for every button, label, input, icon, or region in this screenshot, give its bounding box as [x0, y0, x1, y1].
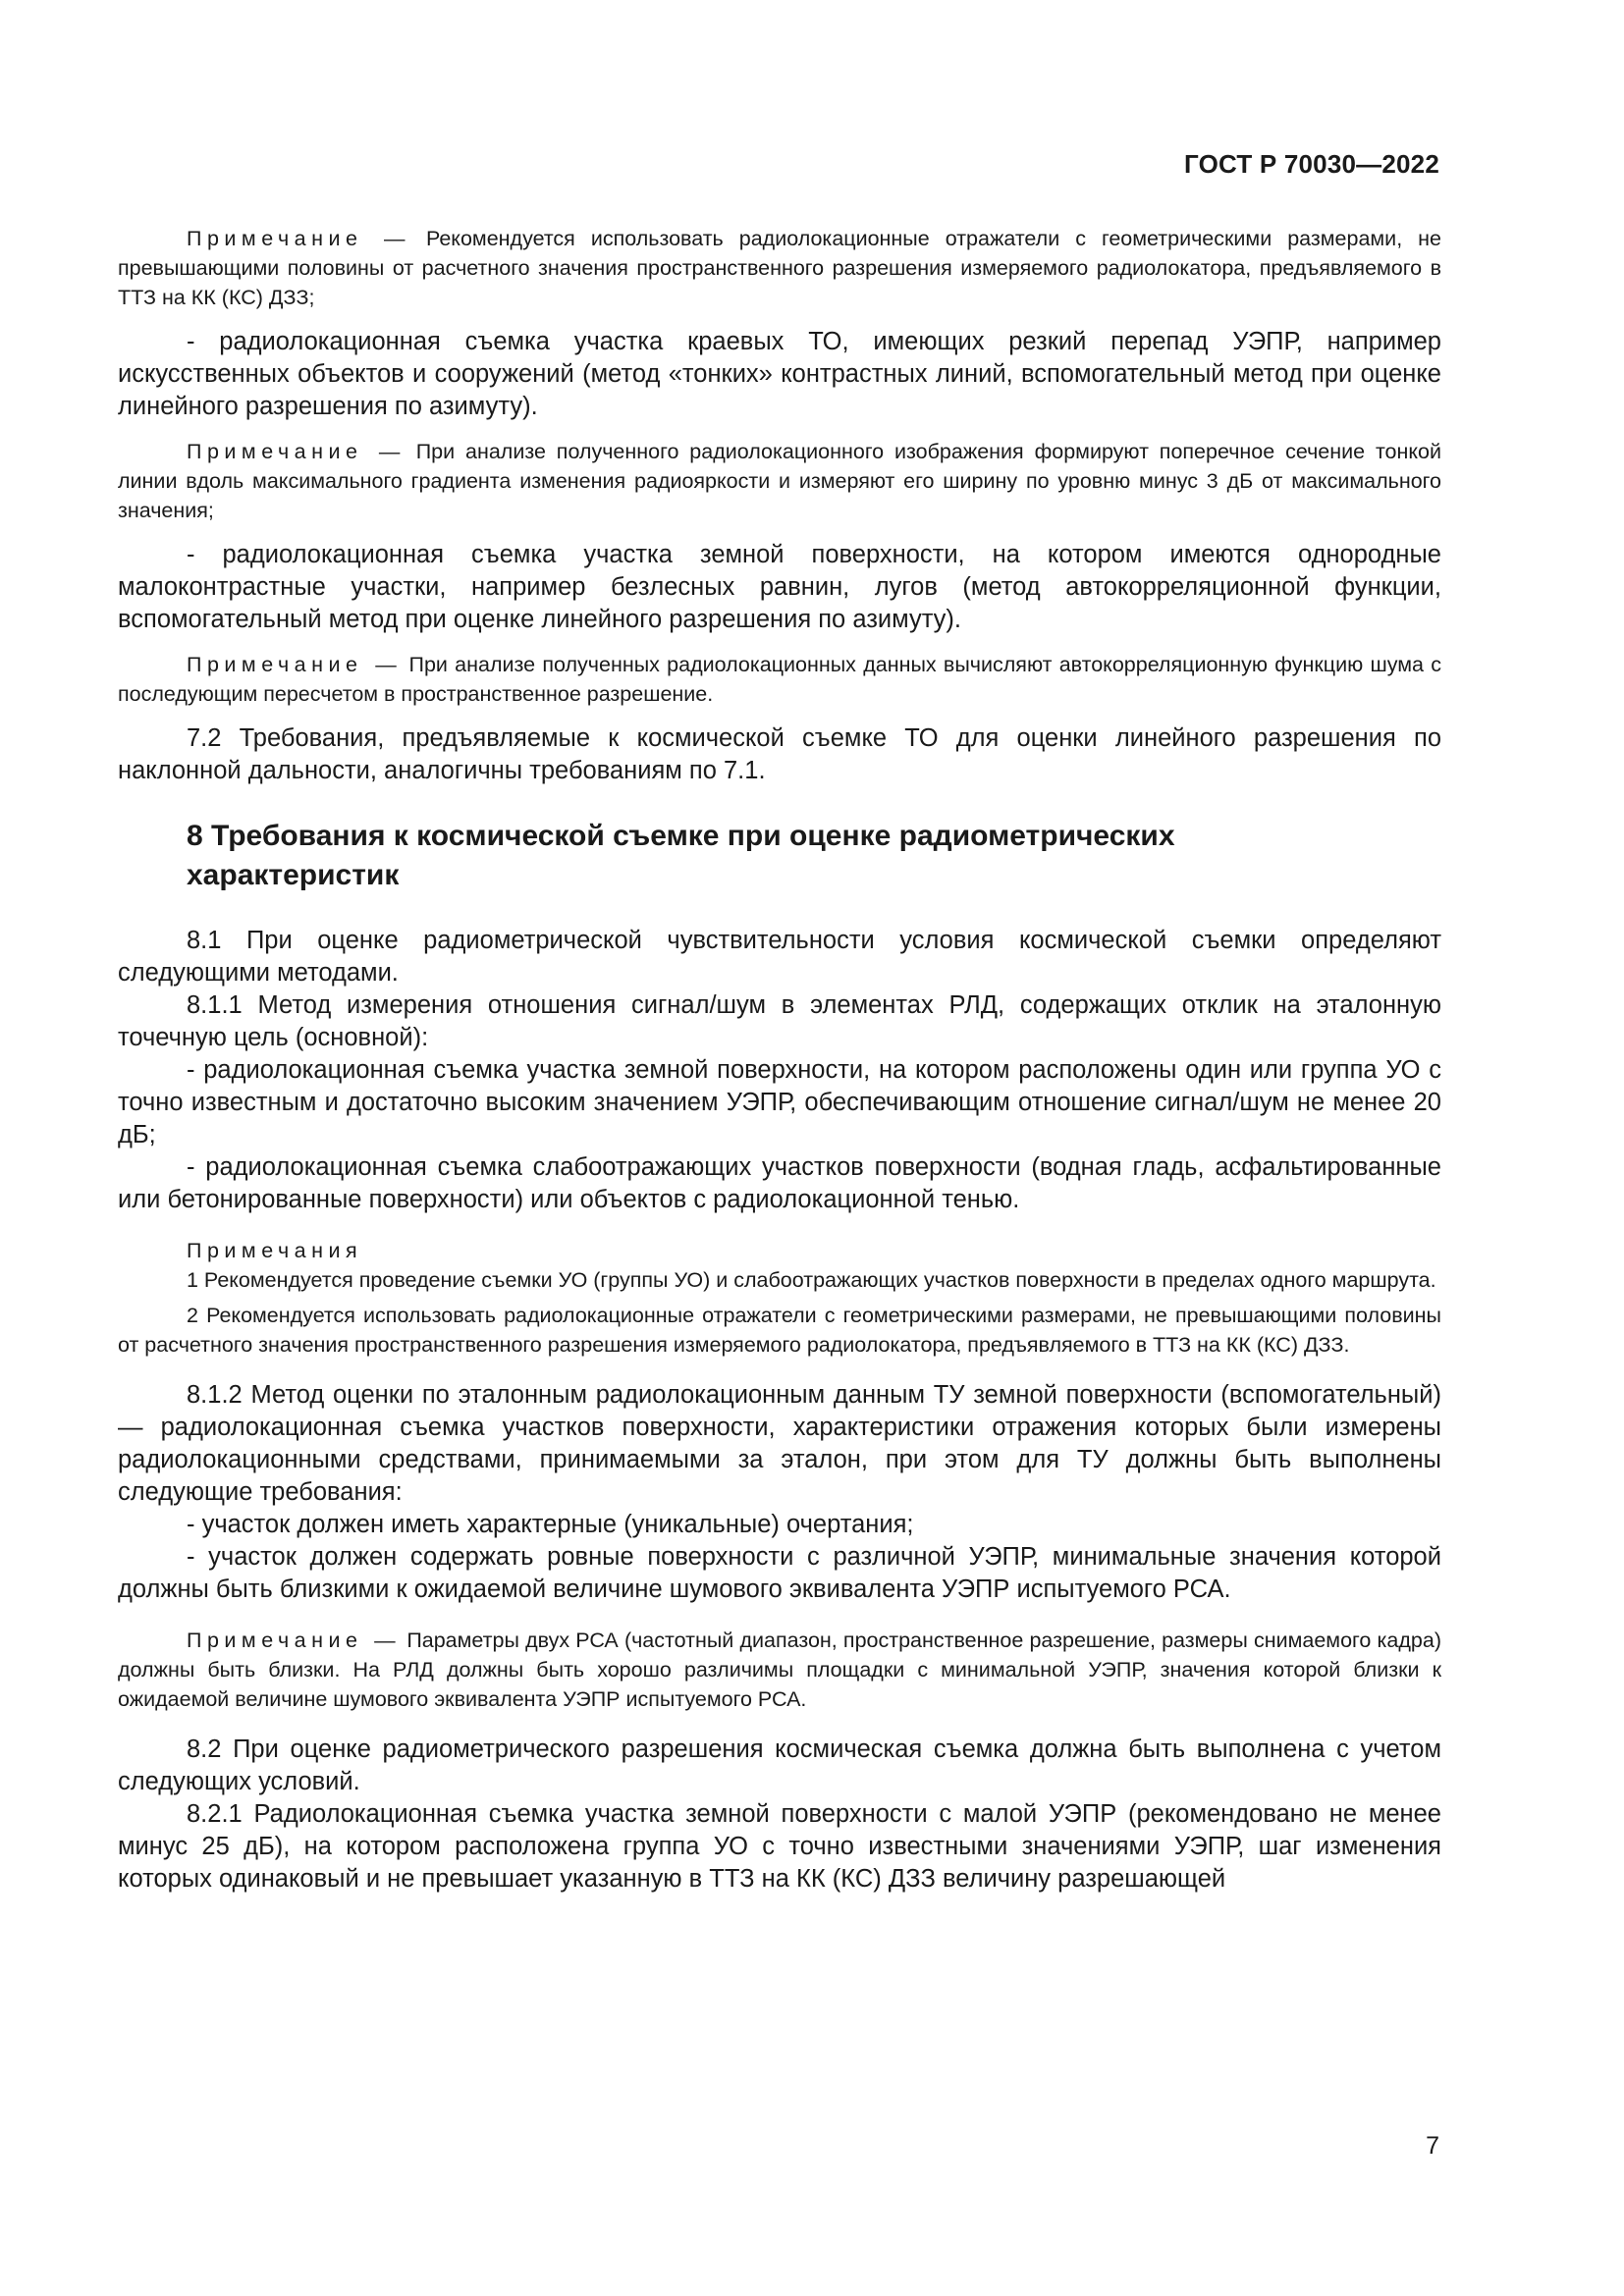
body-paragraph: 8.1 При оценке радиометрической чувствительности условия космической съемки определяют следующими методами.: [118, 927, 1441, 987]
notes-heading: [118, 1236, 1441, 1265]
note-item: 1 Рекомендуется проведение съемки УО (группы УО) и слабоотражающих участков поверхности в пределах одного маршрута.: [187, 1268, 1436, 1292]
note-item: 2 Рекомендуется использовать радиолокационные отражатели с геометрическими размерами, не превышающими половины от расчетного значения пространственного разрешения измеряемого радиолокатора, предъявляемого в ТТЗ на КК (КС) ДЗЗ.: [118, 1304, 1441, 1357]
note-label: Примечание —: [187, 653, 403, 676]
document-code-header: ГОСТ Р 70030—2022: [1184, 149, 1439, 179]
note-text: При анализе полученного радиолокационного изображения формируют поперечное сечение тонкой линии вдоль максимального градиента изменения радиояркости и измеряют его ширину по уровню минус 3 дБ от максимального значения;: [118, 440, 1441, 522]
note-text: Параметры двух РСА (частотный диапазон, пространственное разрешение, размеры снимаемого кадра) должны быть близки. На РЛД должны быть хорошо различимы площадки с минимальной УЭПР, значения которой близки к ожидаемой величине шумового эквивалента УЭПР испытуемого РСА.: [118, 1629, 1441, 1711]
page-content: [118, 224, 1441, 1896]
note-paragraph: [118, 650, 1441, 709]
note-text: Рекомендуется использовать радиолокационные отражатели с геометрическими размерами, не превышающими половины от расчетного значения пространственного разрешения измеряемого радиолокатора, предъявляемого в ТТЗ на КК (КС) ДЗЗ;: [118, 227, 1441, 309]
note-paragraph: [118, 437, 1441, 525]
list-item: - радиолокационная съемка участка земной поверхности, на котором имеются однородные малоконтрастные участки, например безлесных равнин, лугов (метод автокорреляционной функции, вспомогательный метод при оценке линейного разрешения по азимуту).: [118, 541, 1441, 633]
note-label: Примечание —: [187, 227, 410, 250]
page-number: 7: [1426, 2132, 1439, 2160]
body-paragraph: 8.1.2 Метод оценки по эталонным радиолокационным данным ТУ земной поверхности (вспомогательный) — радиолокационная съемка участков поверхности, характеристики отражения которых были измерены радиолокационными средствами, принимаемыми за эталон, при этом для ТУ должны быть выполнены следующие требования:: [118, 1381, 1441, 1506]
list-item: - радиолокационная съемка участка краевых ТО, имеющих резкий перепад УЭПР, например искусственных объектов и сооружений (метод «тонких» контрастных линий, вспомогательный метод при оценке линейного разрешения по азимуту).: [118, 328, 1441, 420]
notes-label: Примечания: [187, 1239, 363, 1262]
body-paragraph: 7.2 Требования, предъявляемые к космической съемке ТО для оценки линейного разрешения по наклонной дальности, аналогичны требованиям по 7.1.: [118, 724, 1441, 784]
list-item: - радиолокационная съемка участка земной поверхности, на котором расположены один или группа УО с точно известным и достаточно высоким значением УЭПР, обеспечивающим отношение сигнал/шум не менее 20 дБ;: [118, 1056, 1441, 1148]
list-item: - радиолокационная съемка слабоотражающих участков поверхности (водная гладь, асфальтированные или бетонированные поверхности) или объектов с радиолокационной тенью.: [118, 1153, 1441, 1213]
note-paragraph: [118, 224, 1441, 312]
note-paragraph: [118, 1626, 1441, 1714]
body-paragraph: 8.1.1 Метод измерения отношения сигнал/шум в элементах РЛД, содержащих отклик на эталонную точечную цель (основной):: [118, 991, 1441, 1051]
note-label: Примечание —: [187, 1629, 402, 1652]
body-paragraph: 8.2.1 Радиолокационная съемка участка земной поверхности с малой УЭПР (рекомендовано не менее минус 25 дБ), на котором расположена группа УО с точно известными значениями УЭПР, шаг изменения которых одинаковый и не превышает указанную в ТТЗ на КК (КС) ДЗЗ величину разрешающей: [118, 1800, 1441, 1893]
list-item: - участок должен содержать ровные поверхности с различной УЭПР, минимальные значения которой должны быть близкими к ожидаемой величине шумового эквивалента УЭПР испытуемого РСА.: [118, 1543, 1441, 1603]
note-label: Примечание —: [187, 440, 406, 463]
note-text: При анализе полученных радиолокационных данных вычисляют автокорреляционную функцию шума с последующим пересчетом в пространственное разрешение.: [118, 653, 1441, 706]
list-item: - участок должен иметь характерные (уникальные) очертания;: [187, 1511, 914, 1538]
section-heading: 8 Требования к космической съемке при оценке радиометрических характеристик: [187, 820, 1175, 891]
body-paragraph: 8.2 При оценке радиометрического разрешения космическая съемка должна быть выполнена с учетом следующих условий.: [118, 1735, 1441, 1795]
